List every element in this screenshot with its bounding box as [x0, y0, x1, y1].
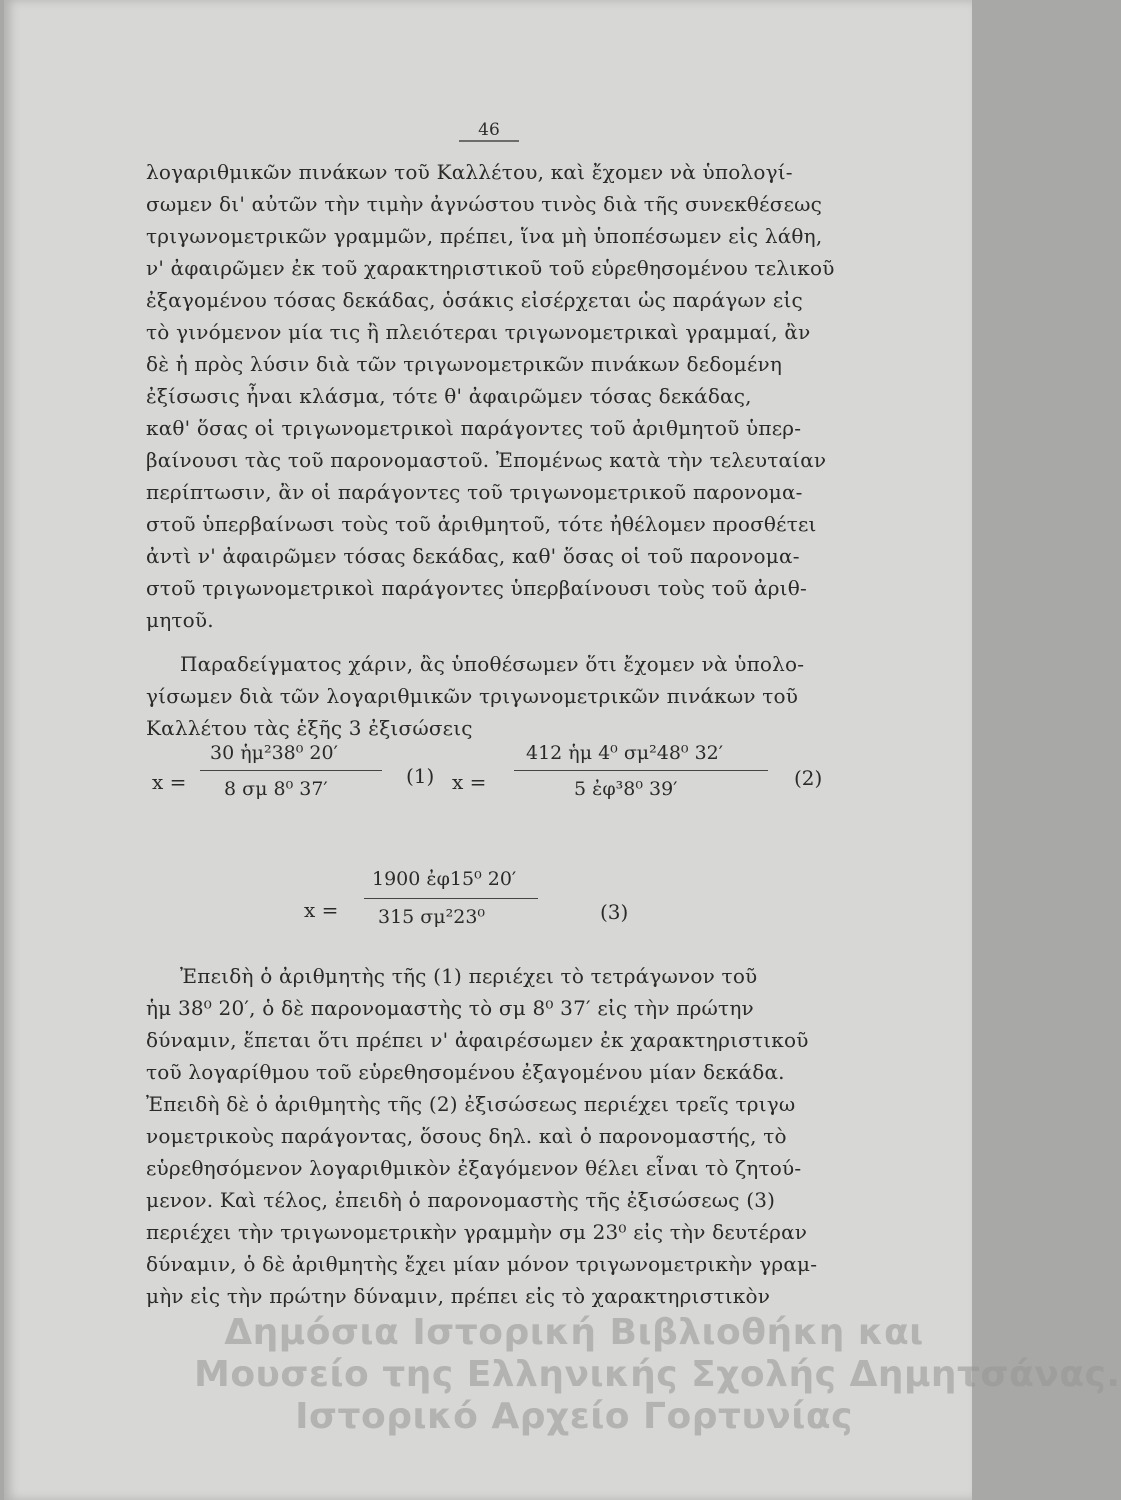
text-line: Ἐπειδὴ δὲ ὁ ἀριθμητὴς τῆς (2) ἐξισώσεως περιέχει τρεῖς τριγω: [146, 1092, 796, 1116]
page-number: 46: [478, 120, 500, 140]
text-line: Καλλέτου τὰς ἑξῆς 3 ἐξισώσεις: [146, 716, 473, 740]
text-line: σωμεν δι' αὐτῶν τὴν τιμὴν ἀγνώστου τινὸς διὰ τῆς συνεκθέσεως: [146, 192, 823, 216]
equation-denominator: 5 ἐφ³8⁰ 39′: [574, 778, 678, 800]
fraction-bar: [200, 770, 382, 771]
text-line: λογαριθμικῶν πινάκων τοῦ Καλλέτου, καὶ ἔχομεν νὰ ὑπολογί-: [146, 160, 793, 184]
text-line: εὑρεθησόμενον λογαριθμικὸν ἐξαγόμενον θέλει εἶναι τὸ ζητού-: [146, 1156, 802, 1180]
watermark-line: Μουσείο της Ελληνικής Σχολής Δημητσάνας.: [194, 1354, 1121, 1395]
equation-label: (1): [406, 764, 435, 788]
equation-label: (3): [600, 900, 629, 924]
text-line: μητοῦ.: [146, 608, 214, 632]
equation-numerator: 412 ἡμ 4⁰ σμ²48⁰ 32′: [526, 742, 724, 764]
text-line: ἡμ 38⁰ 20′, ὁ δὲ παρονομαστὴς τὸ σμ 8⁰ 37′ εἰς τὴν πρώτην: [146, 996, 754, 1020]
text-line: ἐξαγομένου τόσας δεκάδας, ὁσάκις εἰσέρχεται ὡς παράγων εἰς: [146, 288, 803, 312]
text-line: μενον. Καὶ τέλος, ἐπειδὴ ὁ παρονομαστὴς τῆς ἐξισώσεως (3): [146, 1188, 776, 1212]
equation-lhs: x =: [452, 770, 487, 794]
text-line: δὲ ἡ πρὸς λύσιν διὰ τῶν τριγωνομετρικῶν πινάκων δεδομένη: [146, 352, 783, 376]
equation-numerator: 1900 ἐφ15⁰ 20′: [372, 868, 517, 890]
text-line: τριγωνομετρικῶν γραμμῶν, πρέπει, ἵνα μὴ ὑποπέσωμεν εἰς λάθη,: [146, 224, 823, 248]
equation-denominator: 315 σμ²23⁰: [378, 906, 486, 928]
text-line: ἐξίσωσις ἦναι κλάσμα, τότε θ' ἀφαιρῶμεν τόσας δεκάδας,: [146, 384, 752, 408]
text-line: βαίνουσι τὰς τοῦ παρονομαστοῦ. Ἐπομένως κατὰ τὴν τελευταίαν: [146, 448, 827, 472]
text-line: στοῦ ὑπερβαίνωσι τοὺς τοῦ ἀριθμητοῦ, τότε ἠθέλομεν προσθέτει: [146, 512, 817, 536]
text-line: καθ' ὅσας οἱ τριγωνομετρικοὶ παράγοντες τοῦ ἀριθμητοῦ ὑπερ-: [146, 416, 802, 440]
text-line: νομετρικοὺς παράγοντας, ὅσους δηλ. καὶ ὁ παρονομαστής, τὸ: [146, 1124, 787, 1148]
watermark-line: Ιστορικό Αρχείο Γορτυνίας: [295, 1396, 853, 1437]
text-line: περιέχει τὴν τριγωνομετρικὴν γραμμὴν σμ 23⁰ εἰς τὴν δευτέραν: [146, 1220, 808, 1244]
text-line: γίσωμεν διὰ τῶν λογαριθμικῶν τριγωνομετρικῶν πινάκων τοῦ: [146, 684, 799, 708]
fraction-bar: [514, 770, 768, 771]
equation-lhs: x =: [152, 770, 187, 794]
text-line: περίπτωσιν, ἂν οἱ παράγοντες τοῦ τριγωνομετρικοῦ παρονομα-: [146, 480, 803, 504]
book-page: [4, 0, 1121, 1500]
text-line: Παραδείγματος χάριν, ἂς ὑποθέσωμεν ὅτι ἔχομεν νὰ ὑπολο-: [180, 652, 805, 676]
text-line: ἀντὶ ν' ἀφαιρῶμεν τόσας δεκάδας, καθ' ὅσας οἱ τοῦ παρονομα-: [146, 544, 800, 568]
equation-label: (2): [794, 766, 823, 790]
page-number-rule: [459, 140, 519, 142]
text-line: ν' ἀφαιρῶμεν ἐκ τοῦ χαρακτηριστικοῦ τοῦ εὑρεθησομένου τελικοῦ: [146, 256, 835, 280]
text-line: στοῦ τριγωνομετρικοὶ παράγοντες ὑπερβαίνουσι τοὺς τοῦ ἀριθ-: [146, 576, 807, 600]
text-line: δύναμιν, ὁ δὲ ἀριθμητὴς ἔχει μίαν μόνον τριγωνομετρικὴν γραμ-: [146, 1252, 818, 1276]
equation-lhs: x =: [304, 898, 339, 922]
equation-numerator: 30 ἡμ²38⁰ 20′: [210, 742, 338, 764]
text-line: τὸ γινόμενον μία τις ἢ πλειότεραι τριγωνομετρικαὶ γραμμαί, ἂν: [146, 320, 811, 344]
text-line: μὴν εἰς τὴν πρώτην δύναμιν, πρέπει εἰς τὸ χαρακτηριστικὸν: [146, 1284, 771, 1308]
text-line: Ἐπειδὴ ὁ ἀριθμητὴς τῆς (1) περιέχει τὸ τετράγωνον τοῦ: [180, 964, 758, 988]
fraction-bar: [364, 898, 538, 899]
text-line: δύναμιν, ἕπεται ὅτι πρέπει ν' ἀφαιρέσωμεν ἐκ χαρακτηριστικοῦ: [146, 1028, 809, 1052]
watermark-line: Δημόσια Ιστορική Βιβλιοθήκη και: [224, 1312, 924, 1353]
equation-denominator: 8 σμ 8⁰ 37′: [224, 778, 328, 800]
text-line: τοῦ λογαρίθμου τοῦ εὑρεθησομένου ἐξαγομένου μίαν δεκάδα.: [146, 1060, 785, 1084]
